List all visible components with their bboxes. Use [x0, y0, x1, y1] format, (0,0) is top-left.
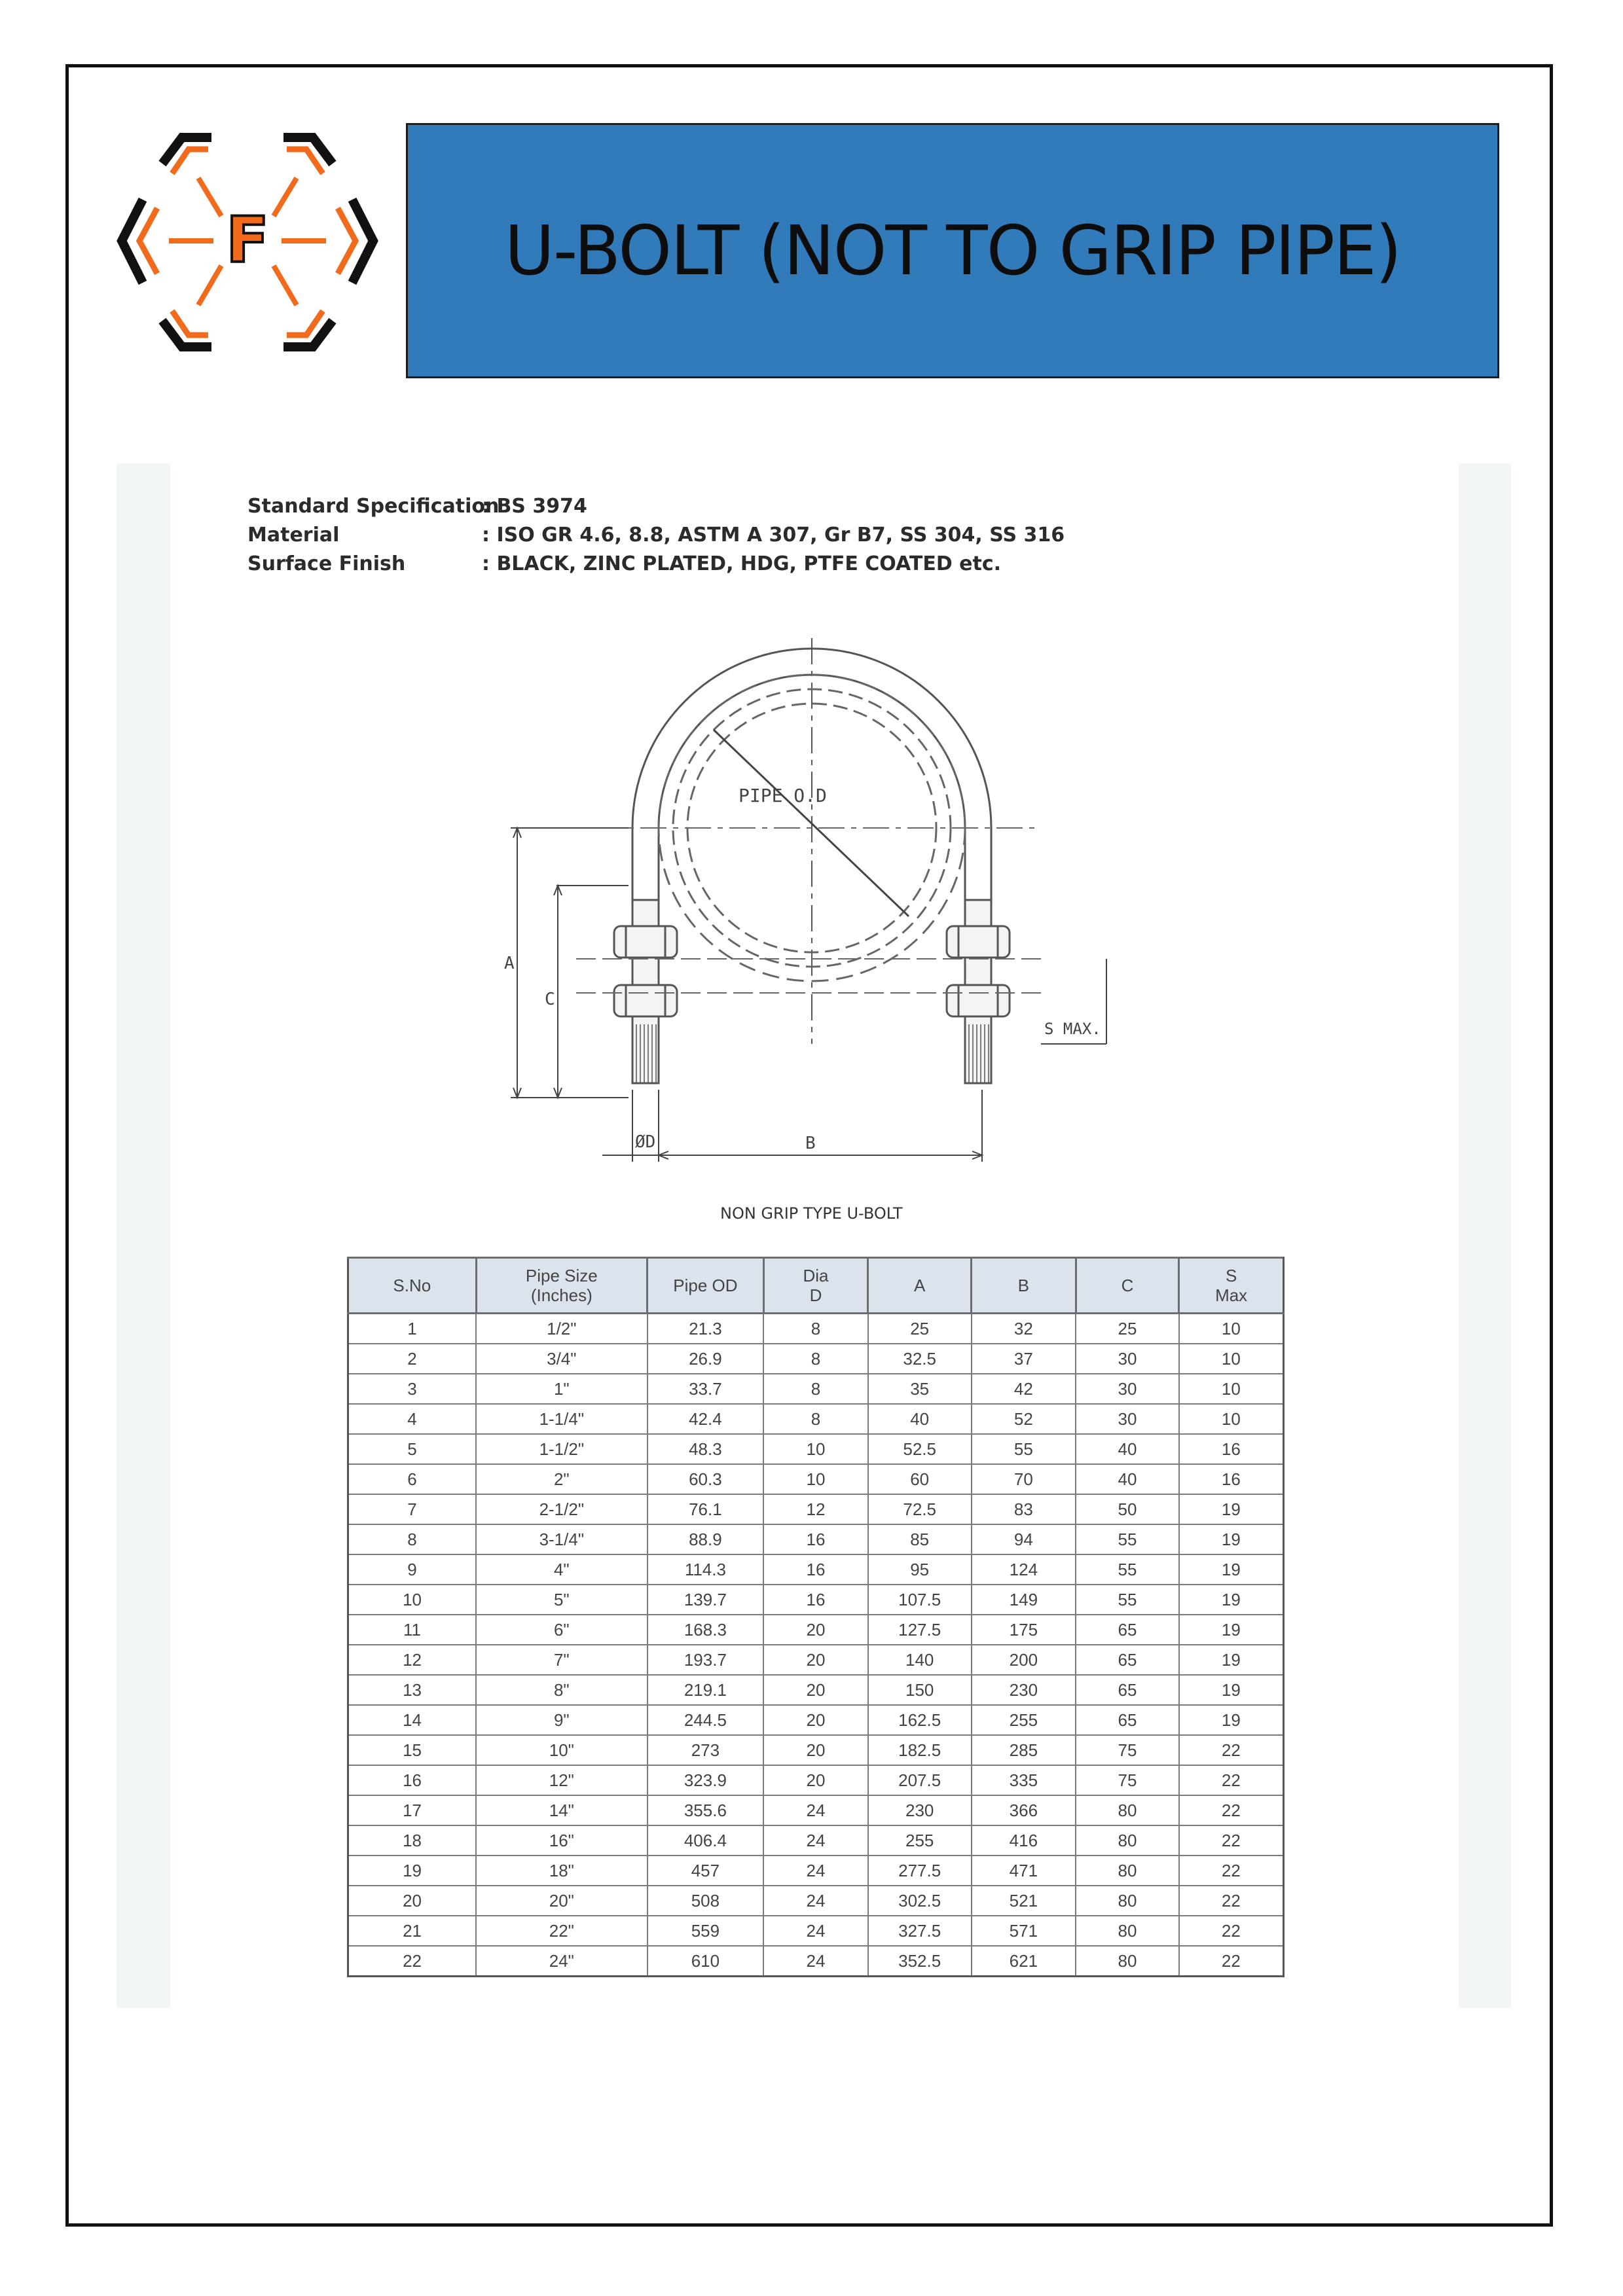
table-cell: 1/2" [476, 1314, 647, 1344]
dim-c-label: C [545, 990, 555, 1009]
col-header-dia: Dia D [763, 1258, 868, 1314]
table-cell: 124 [972, 1554, 1076, 1585]
col-header-b: B [972, 1258, 1076, 1314]
table-cell: 37 [972, 1344, 1076, 1374]
table-cell: 175 [972, 1615, 1076, 1645]
table-cell: 25 [868, 1314, 972, 1344]
table-cell: 193.7 [647, 1645, 764, 1675]
table-cell: 80 [1076, 1856, 1179, 1886]
table-cell: 21.3 [647, 1314, 764, 1344]
table-row [348, 1464, 1284, 1494]
table-row [348, 1494, 1284, 1524]
table-cell: 80 [1076, 1825, 1179, 1856]
table-cell: 76.1 [647, 1494, 764, 1524]
table-cell: 10 [763, 1434, 868, 1464]
table-cell: 88.9 [647, 1524, 764, 1554]
table-cell: 16 [1179, 1434, 1284, 1464]
table-cell: 1-1/2" [476, 1434, 647, 1464]
table-cell: 8 [763, 1314, 868, 1344]
page-title: U-BOLT (NOT TO GRIP PIPE) [504, 211, 1401, 291]
table-cell: 22 [1179, 1795, 1284, 1825]
table-cell: 33.7 [647, 1374, 764, 1404]
table-cell: 18" [476, 1856, 647, 1886]
table-cell: 12" [476, 1765, 647, 1795]
table-cell: 16" [476, 1825, 647, 1856]
table-cell: 302.5 [868, 1886, 972, 1916]
table-cell: 20 [348, 1886, 477, 1916]
spec-value: : BS 3974 [482, 495, 587, 518]
spec-value: : BLACK, ZINC PLATED, HDG, PTFE COATED etc. [482, 552, 1002, 575]
table-cell: 60.3 [647, 1464, 764, 1494]
table-cell: 207.5 [868, 1765, 972, 1795]
table-row [348, 1916, 1284, 1946]
dim-d-label: ØD [635, 1132, 656, 1152]
table-row [348, 1765, 1284, 1795]
table-cell: 22 [348, 1946, 477, 1977]
table-cell: 20 [763, 1615, 868, 1645]
table-row [348, 1705, 1284, 1735]
table-row [348, 1585, 1284, 1615]
table-cell: 80 [1076, 1916, 1179, 1946]
table-cell: 20 [763, 1675, 868, 1705]
table-cell: 10 [1179, 1314, 1284, 1344]
table-cell: 255 [868, 1825, 972, 1856]
table-cell: 22 [1179, 1946, 1284, 1977]
table-cell: 352.5 [868, 1946, 972, 1977]
table-cell: 1-1/4" [476, 1404, 647, 1434]
table-cell: 10" [476, 1735, 647, 1765]
table-row [348, 1886, 1284, 1916]
table-cell: 80 [1076, 1886, 1179, 1916]
table-cell: 107.5 [868, 1585, 972, 1615]
table-cell: 6" [476, 1615, 647, 1645]
col-header-c: C [1076, 1258, 1179, 1314]
table-cell: 610 [647, 1946, 764, 1977]
table-cell: 182.5 [868, 1735, 972, 1765]
table-cell: 24 [763, 1916, 868, 1946]
table-cell: 80 [1076, 1946, 1179, 1977]
table-cell: 48.3 [647, 1434, 764, 1464]
table-cell: 8 [763, 1404, 868, 1434]
table-cell: 65 [1076, 1705, 1179, 1735]
table-cell: 20 [763, 1765, 868, 1795]
table-cell: 10 [1179, 1374, 1284, 1404]
table-cell: 16 [763, 1524, 868, 1554]
title-banner [406, 123, 1499, 378]
table-cell: 219.1 [647, 1675, 764, 1705]
table-row [348, 1615, 1284, 1645]
table-cell: 30 [1076, 1374, 1179, 1404]
u-bolt-drawing [498, 638, 1126, 1198]
table-cell: 83 [972, 1494, 1076, 1524]
table-cell: 9 [348, 1554, 477, 1585]
table-cell: 22" [476, 1916, 647, 1946]
spec-label: Surface Finish [247, 552, 406, 575]
table-cell: 200 [972, 1645, 1076, 1675]
table-cell: 52.5 [868, 1434, 972, 1464]
table-cell: 14 [348, 1705, 477, 1735]
table-cell: 50 [1076, 1494, 1179, 1524]
table-cell: 5" [476, 1585, 647, 1615]
table-cell: 1 [348, 1314, 477, 1344]
table-cell: 94 [972, 1524, 1076, 1554]
col-header-pipe-od: Pipe OD [647, 1258, 764, 1314]
table-cell: 16 [763, 1554, 868, 1585]
table-cell: 8 [763, 1374, 868, 1404]
table-cell: 406.4 [647, 1825, 764, 1856]
table-cell: 30 [1076, 1404, 1179, 1434]
table-cell: 19 [1179, 1645, 1284, 1675]
dim-a-label: A [504, 954, 515, 973]
table-cell: 621 [972, 1946, 1076, 1977]
table-cell: 52 [972, 1404, 1076, 1434]
table-cell: 11 [348, 1615, 477, 1645]
table-cell: 12 [763, 1494, 868, 1524]
dim-s-label: S MAX. [1044, 1020, 1101, 1038]
table-cell: 75 [1076, 1735, 1179, 1765]
table-row [348, 1374, 1284, 1404]
table-cell: 10 [1179, 1344, 1284, 1374]
table-cell: 19 [1179, 1494, 1284, 1524]
table-cell: 230 [868, 1795, 972, 1825]
table-cell: 24 [763, 1825, 868, 1856]
table-row [348, 1344, 1284, 1374]
table-cell: 72.5 [868, 1494, 972, 1524]
spec-value: : ISO GR 4.6, 8.8, ASTM A 307, Gr B7, SS 304, SS 316 [482, 524, 1065, 547]
col-header-a: A [868, 1258, 972, 1314]
table-cell: 55 [1076, 1554, 1179, 1585]
table-cell: 65 [1076, 1645, 1179, 1675]
table-cell: 255 [972, 1705, 1076, 1735]
table-cell: 162.5 [868, 1705, 972, 1735]
table-row [348, 1524, 1284, 1554]
table-cell: 21 [348, 1916, 477, 1946]
table-cell: 244.5 [647, 1705, 764, 1735]
table-cell: 285 [972, 1735, 1076, 1765]
table-cell: 20 [763, 1705, 868, 1735]
table-cell: 2 [348, 1344, 477, 1374]
table-cell: 22 [1179, 1916, 1284, 1946]
table-cell: 24 [763, 1795, 868, 1825]
table-cell: 19 [1179, 1585, 1284, 1615]
table-cell: 114.3 [647, 1554, 764, 1585]
table-cell: 32 [972, 1314, 1076, 1344]
drawing-caption: NON GRIP TYPE U-BOLT [720, 1204, 903, 1223]
table-cell: 30 [1076, 1344, 1179, 1374]
spec-label: Material [247, 524, 340, 547]
table-cell: 35 [868, 1374, 972, 1404]
table-cell: 4" [476, 1554, 647, 1585]
table-cell: 24 [763, 1886, 868, 1916]
table-row [348, 1434, 1284, 1464]
table-cell: 140 [868, 1645, 972, 1675]
pipe-od-label: PIPE O.D [739, 785, 827, 806]
col-header-pipe-size: Pipe Size (Inches) [476, 1258, 647, 1314]
table-cell: 5 [348, 1434, 477, 1464]
table-row [348, 1314, 1284, 1344]
table-cell: 70 [972, 1464, 1076, 1494]
sheet-margin-left [117, 463, 170, 2008]
table-cell: 65 [1076, 1675, 1179, 1705]
table-cell: 571 [972, 1916, 1076, 1946]
table-cell: 95 [868, 1554, 972, 1585]
table-cell: 4 [348, 1404, 477, 1434]
table-cell: 139.7 [647, 1585, 764, 1615]
table-cell: 19 [1179, 1705, 1284, 1735]
table-cell: 8 [348, 1524, 477, 1554]
table-row [348, 1795, 1284, 1825]
table-cell: 1" [476, 1374, 647, 1404]
company-logo [117, 131, 378, 367]
table-cell: 17 [348, 1795, 477, 1825]
logo-letter: F [226, 204, 269, 277]
table-cell: 40 [1076, 1434, 1179, 1464]
table-cell: 85 [868, 1524, 972, 1554]
table-cell: 55 [972, 1434, 1076, 1464]
table-cell: 8 [763, 1344, 868, 1374]
table-cell: 26.9 [647, 1344, 764, 1374]
table-cell: 3-1/4" [476, 1524, 647, 1554]
table-cell: 10 [1179, 1404, 1284, 1434]
table-cell: 80 [1076, 1795, 1179, 1825]
table-cell: 19 [1179, 1615, 1284, 1645]
table-cell: 3 [348, 1374, 477, 1404]
table-cell: 13 [348, 1675, 477, 1705]
table-cell: 7" [476, 1645, 647, 1675]
table-row [348, 1554, 1284, 1585]
table-cell: 150 [868, 1675, 972, 1705]
table-row [348, 1404, 1284, 1434]
table-cell: 168.3 [647, 1615, 764, 1645]
table-cell: 20" [476, 1886, 647, 1916]
table-cell: 16 [763, 1585, 868, 1615]
table-cell: 335 [972, 1765, 1076, 1795]
table-cell: 366 [972, 1795, 1076, 1825]
table-cell: 416 [972, 1825, 1076, 1856]
table-cell: 55 [1076, 1524, 1179, 1554]
table-cell: 149 [972, 1585, 1076, 1615]
table-cell: 355.6 [647, 1795, 764, 1825]
table-cell: 471 [972, 1856, 1076, 1886]
table-cell: 277.5 [868, 1856, 972, 1886]
table-cell: 25 [1076, 1314, 1179, 1344]
table-cell: 3/4" [476, 1344, 647, 1374]
table-cell: 60 [868, 1464, 972, 1494]
table-cell: 75 [1076, 1765, 1179, 1795]
table-cell: 65 [1076, 1615, 1179, 1645]
table-cell: 32.5 [868, 1344, 972, 1374]
table-row [348, 1856, 1284, 1886]
dimension-table [347, 1257, 1285, 1977]
table-cell: 15 [348, 1735, 477, 1765]
table-cell: 327.5 [868, 1916, 972, 1946]
table-cell: 12 [348, 1645, 477, 1675]
table-cell: 19 [348, 1856, 477, 1886]
spec-label: Standard Specification [247, 495, 500, 518]
table-cell: 22 [1179, 1735, 1284, 1765]
table-cell: 19 [1179, 1554, 1284, 1585]
table-cell: 8" [476, 1675, 647, 1705]
table-cell: 16 [348, 1765, 477, 1795]
col-header-sno: S.No [348, 1258, 477, 1314]
table-cell: 9" [476, 1705, 647, 1735]
table-cell: 24" [476, 1946, 647, 1977]
table-cell: 40 [1076, 1464, 1179, 1494]
table-cell: 10 [763, 1464, 868, 1494]
dim-b-label: B [805, 1134, 816, 1153]
table-cell: 22 [1179, 1856, 1284, 1886]
table-row [348, 1645, 1284, 1675]
table-cell: 19 [1179, 1524, 1284, 1554]
col-header-s: S Max [1179, 1258, 1284, 1314]
table-cell: 14" [476, 1795, 647, 1825]
table-cell: 323.9 [647, 1765, 764, 1795]
table-cell: 457 [647, 1856, 764, 1886]
table-cell: 20 [763, 1735, 868, 1765]
table-cell: 230 [972, 1675, 1076, 1705]
table-cell: 22 [1179, 1825, 1284, 1856]
table-header-row [348, 1258, 1284, 1314]
table-cell: 22 [1179, 1765, 1284, 1795]
sheet-margin-right [1459, 463, 1511, 2008]
table-cell: 2" [476, 1464, 647, 1494]
table-cell: 24 [763, 1946, 868, 1977]
table-row [348, 1825, 1284, 1856]
table-cell: 40 [868, 1404, 972, 1434]
table-cell: 273 [647, 1735, 764, 1765]
table-cell: 24 [763, 1856, 868, 1886]
table-cell: 20 [763, 1645, 868, 1675]
table-cell: 127.5 [868, 1615, 972, 1645]
table-row [348, 1735, 1284, 1765]
table-cell: 6 [348, 1464, 477, 1494]
table-cell: 18 [348, 1825, 477, 1856]
table-cell: 42.4 [647, 1404, 764, 1434]
table-row [348, 1946, 1284, 1977]
table-cell: 42 [972, 1374, 1076, 1404]
table-cell: 19 [1179, 1675, 1284, 1705]
table-cell: 521 [972, 1886, 1076, 1916]
table-cell: 2-1/2" [476, 1494, 647, 1524]
table-cell: 22 [1179, 1886, 1284, 1916]
table-cell: 16 [1179, 1464, 1284, 1494]
table-cell: 10 [348, 1585, 477, 1615]
table-row [348, 1675, 1284, 1705]
table-cell: 508 [647, 1886, 764, 1916]
table-cell: 7 [348, 1494, 477, 1524]
table-cell: 559 [647, 1916, 764, 1946]
table-cell: 55 [1076, 1585, 1179, 1615]
